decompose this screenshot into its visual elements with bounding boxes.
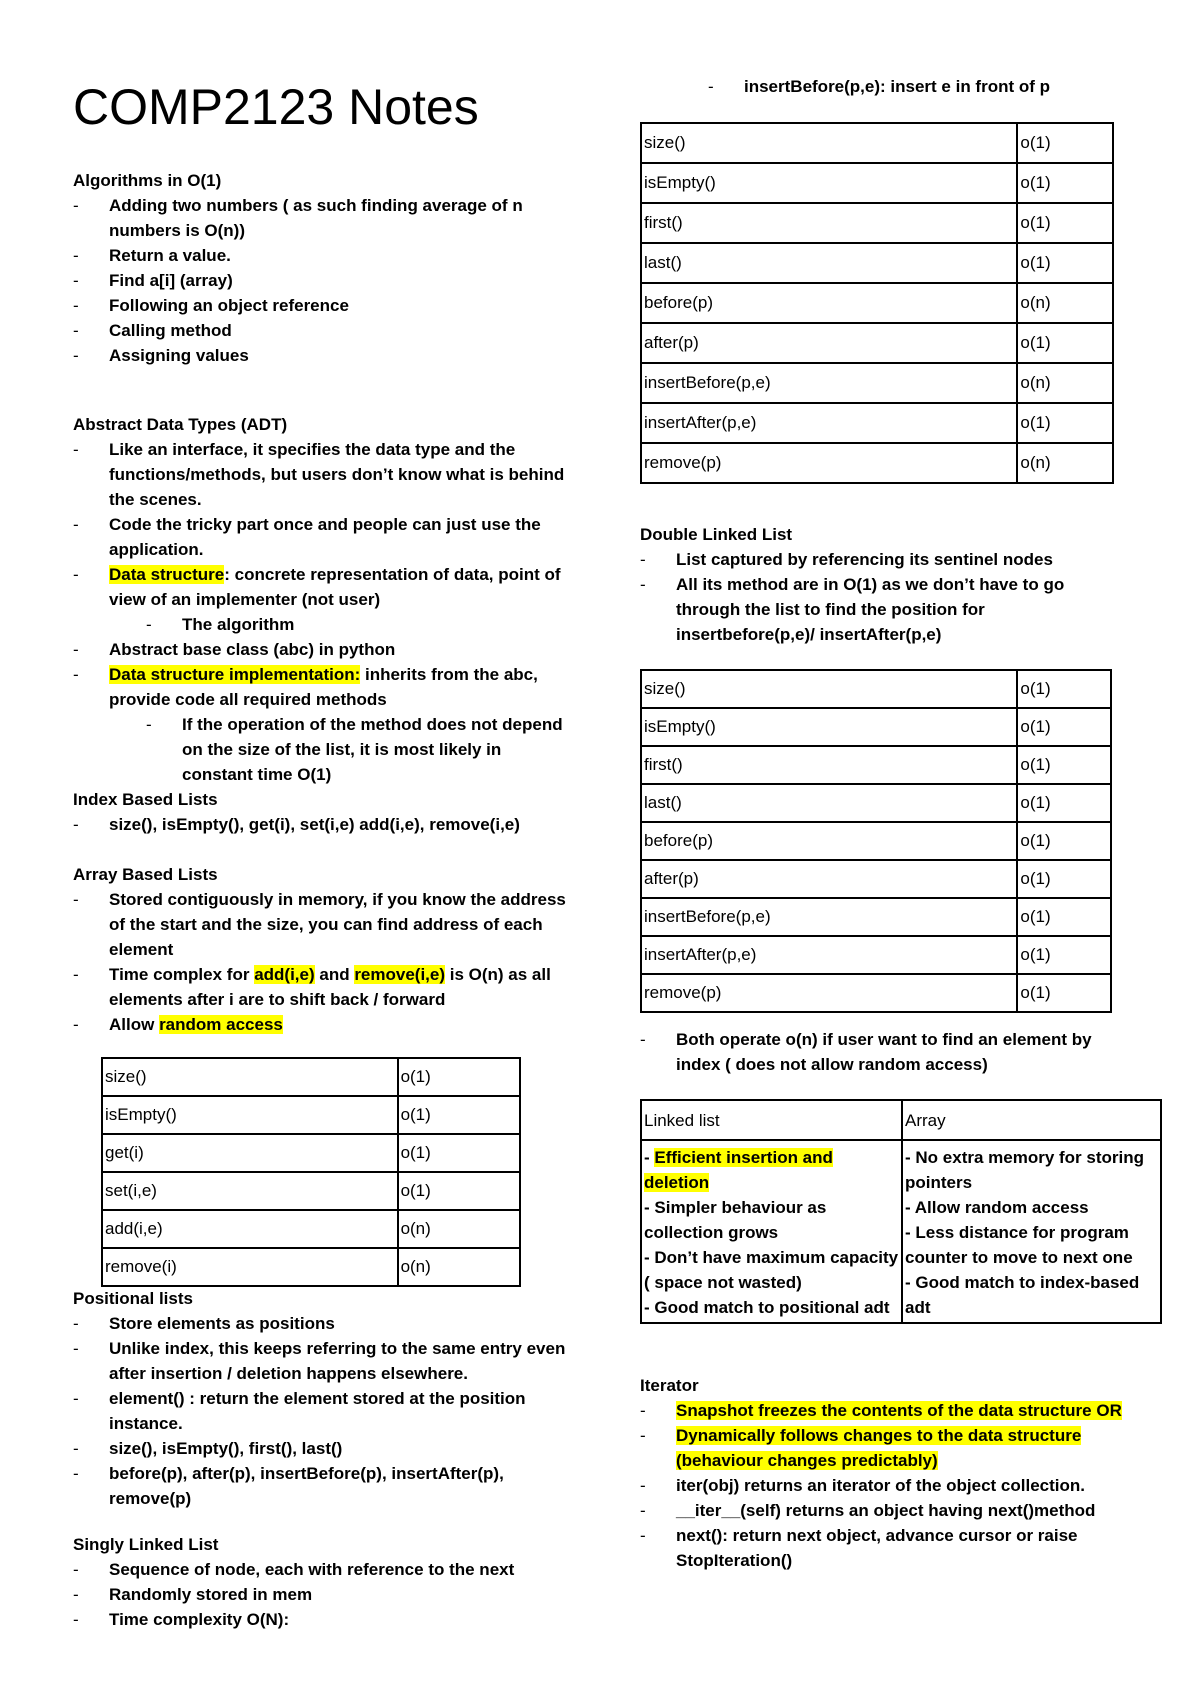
table-header-cell: Linked list — [641, 1100, 902, 1140]
cell-line: - Don’t have maximum capacity ( space not wasted) — [644, 1248, 899, 1292]
table-cell: o(1) — [1017, 936, 1111, 974]
table-cell: remove(p) — [641, 974, 1017, 1012]
table-cell: o(1) — [1017, 670, 1111, 708]
table-cell: remove(i) — [102, 1248, 398, 1286]
table-row — [641, 670, 1111, 708]
list-item: - Sequence of node, each with reference to the next — [73, 1557, 573, 1582]
table-row — [102, 1096, 520, 1134]
algorithms-list — [73, 193, 573, 368]
table-cell: size() — [641, 123, 1017, 163]
table-cell: o(1) — [1017, 860, 1111, 898]
list-item-sub: - The algorithm — [73, 612, 573, 637]
cell-line: - Good match to index-based adt — [905, 1273, 1140, 1317]
cell-line: - No extra memory for storing pointers — [905, 1148, 1145, 1192]
section-heading-array-lists: Array Based Lists — [73, 865, 218, 884]
list-item: - Calling method — [73, 318, 573, 343]
list-item-sub: - If the operation of the method does not depend on the size of the list, it is most likely in constant time O(1) — [73, 712, 573, 787]
table-row — [641, 443, 1113, 483]
table-cell: o(1) — [1017, 822, 1111, 860]
list-item — [73, 662, 573, 712]
table-row — [641, 974, 1111, 1012]
table-cell: insertAfter(p,e) — [641, 936, 1017, 974]
section-heading-index-lists: Index Based Lists — [73, 790, 218, 809]
highlight: Dynamically follows changes to the data structure (behaviour changes predictably) — [676, 1426, 1082, 1470]
table-cell: o(1) — [1017, 243, 1113, 283]
text: is O(n) as all elements after i are to shift back / forward — [109, 965, 551, 1009]
positional-list — [73, 1311, 573, 1511]
table-cell: add(i,e) — [102, 1210, 398, 1248]
table-cell — [902, 1140, 1161, 1323]
table-row — [641, 784, 1111, 822]
list-item: - Randomly stored in mem — [73, 1582, 573, 1607]
section-heading-iterator: Iterator — [640, 1376, 699, 1395]
double-linked-complexity-table — [640, 669, 1112, 1013]
table-cell — [641, 1140, 902, 1323]
list-item: - size(), isEmpty(), first(), last() — [73, 1436, 573, 1461]
table-cell: isEmpty() — [641, 163, 1017, 203]
list-item — [73, 962, 573, 1012]
list-item: - Return a value. — [73, 243, 573, 268]
table-cell: after(p) — [641, 323, 1017, 363]
table-row — [641, 203, 1113, 243]
highlight: Data structure — [109, 565, 225, 584]
text: : concrete representation of data, point of view of an implementer (not user) — [109, 565, 561, 609]
text: Allow — [109, 1015, 160, 1034]
table-cell: insertBefore(p,e) — [641, 363, 1017, 403]
table-row — [641, 860, 1111, 898]
table-header-cell: Array — [902, 1100, 1161, 1140]
table-cell: insertAfter(p,e) — [641, 403, 1017, 443]
cell-line: - Less distance for program counter to move to next one — [905, 1223, 1133, 1267]
table-cell: last() — [641, 243, 1017, 283]
cell-line: - Allow random access — [905, 1198, 1089, 1217]
highlight: Snapshot freezes the contents of the data structure OR — [676, 1401, 1122, 1420]
list-item: - size(), isEmpty(), get(i), set(i,e) add(i,e), remove(i,e) — [73, 812, 573, 837]
linked-list-vs-array-table — [640, 1099, 1162, 1324]
list-item: - Unlike index, this keeps referring to the same entry even after insertion / deletion happens elsewhere. — [73, 1336, 573, 1386]
list-item: - Find a[i] (array) — [73, 268, 573, 293]
highlight: random access — [159, 1015, 283, 1034]
list-item — [640, 1423, 1160, 1473]
table-cell: first() — [641, 203, 1017, 243]
table-cell: o(1) — [398, 1058, 520, 1096]
array-list — [73, 887, 573, 1037]
list-item: - next(): return next object, advance cursor or raise StopIteration() — [640, 1523, 1160, 1573]
list-item: - Stored contiguously in memory, if you know the address of the start and the size, you can find address of each element — [73, 887, 573, 962]
list-item: - before(p), after(p), insertBefore(p), insertAfter(p), remove(p) — [73, 1461, 573, 1511]
table-row — [641, 163, 1113, 203]
highlight: Data structure implementation: — [109, 665, 361, 684]
table-cell: o(1) — [1017, 123, 1113, 163]
table-cell: o(1) — [398, 1172, 520, 1210]
iterator-list — [640, 1398, 1160, 1573]
singly-linked-complexity-table — [640, 122, 1114, 484]
table-cell: o(n) — [1017, 363, 1113, 403]
table-row — [641, 1140, 1161, 1323]
table-cell: before(p) — [641, 822, 1017, 860]
highlight: remove(i,e) — [354, 965, 446, 984]
table-cell: o(1) — [1017, 746, 1111, 784]
table-cell: o(1) — [1017, 203, 1113, 243]
cell-line: - Simpler behaviour as collection grows — [644, 1198, 827, 1242]
table-cell: o(1) — [1017, 163, 1113, 203]
table-row — [102, 1172, 520, 1210]
table-row — [641, 1100, 1161, 1140]
table-cell: isEmpty() — [102, 1096, 398, 1134]
table-cell: o(1) — [398, 1096, 520, 1134]
list-item: - __iter__(self) returns an object having next()method — [640, 1498, 1160, 1523]
table-cell: before(p) — [641, 283, 1017, 323]
table-row — [641, 243, 1113, 283]
table-cell: o(1) — [1017, 974, 1111, 1012]
table-cell: insertBefore(p,e) — [641, 898, 1017, 936]
list-item: - insertBefore(p,e): insert e in front of p — [708, 74, 1138, 99]
table-cell: o(1) — [1017, 708, 1111, 746]
table-cell: o(1) — [398, 1134, 520, 1172]
section-heading-adt: Abstract Data Types (ADT) — [73, 415, 288, 434]
list-item: - Like an interface, it specifies the data type and the functions/methods, but users don’t know what is behind the scenes. — [73, 437, 573, 512]
table-cell: set(i,e) — [102, 1172, 398, 1210]
table-cell: o(1) — [1017, 323, 1113, 363]
table-row — [641, 323, 1113, 363]
table-row — [641, 936, 1111, 974]
list-item: - Adding two numbers ( as such finding average of n numbers is O(n)) — [73, 193, 573, 243]
table-cell: o(n) — [398, 1210, 520, 1248]
table-row — [102, 1210, 520, 1248]
adt-list — [73, 437, 573, 787]
table-cell: size() — [641, 670, 1017, 708]
double-linked-list — [640, 547, 1110, 647]
list-item — [73, 562, 573, 612]
table-cell: remove(p) — [641, 443, 1017, 483]
table-row — [102, 1134, 520, 1172]
table-cell: first() — [641, 746, 1017, 784]
list-item: - element() : return the element stored at the position instance. — [73, 1386, 573, 1436]
text: and — [314, 965, 355, 984]
list-item: - Following an object reference — [73, 293, 573, 318]
singly-linked-list — [73, 1557, 573, 1632]
section-heading-singly-linked-list: Singly Linked List — [73, 1535, 219, 1554]
table-cell: o(1) — [1017, 784, 1111, 822]
table-row — [641, 123, 1113, 163]
list-item — [73, 1012, 573, 1037]
text: inherits from the abc, provide code all required methods — [109, 665, 538, 709]
list-item: - iter(obj) returns an iterator of the object collection. — [640, 1473, 1160, 1498]
array-complexity-table — [101, 1057, 521, 1287]
table-cell: last() — [641, 784, 1017, 822]
table-cell: o(n) — [1017, 443, 1113, 483]
table-cell: o(n) — [398, 1248, 520, 1286]
section-heading-algorithms: Algorithms in O(1) — [73, 171, 222, 190]
list-item — [640, 1398, 1160, 1423]
cell-line: - Efficient insertion and deletion — [644, 1148, 833, 1192]
table-cell: o(1) — [1017, 403, 1113, 443]
list-item: - All its method are in O(1) as we don’t have to go through the list to find the position for insertbefore(p,e)/ insertAfter(p,e) — [640, 572, 1110, 647]
page-title: COMP2123 Notes — [73, 79, 479, 135]
highlight: add(i,e) — [254, 965, 315, 984]
table-cell: after(p) — [641, 860, 1017, 898]
index-list — [73, 812, 573, 837]
list-item: - Time complexity O(N): — [73, 1607, 573, 1632]
table-row — [641, 746, 1111, 784]
list-item: - Both operate o(n) if user want to find an element by index ( does not allow random access) — [640, 1027, 1110, 1077]
section-heading-double-linked-list: Double Linked List — [640, 525, 793, 544]
cell-line: - Good match to positional adt — [644, 1298, 890, 1317]
table-row — [102, 1058, 520, 1096]
list-item: - List captured by referencing its sentinel nodes — [640, 547, 1110, 572]
table-cell: size() — [102, 1058, 398, 1096]
highlight: Efficient insertion and deletion — [644, 1148, 833, 1192]
table-row — [641, 363, 1113, 403]
table-row — [102, 1248, 520, 1286]
table-row — [641, 898, 1111, 936]
table-row — [641, 403, 1113, 443]
table-cell: o(n) — [1017, 283, 1113, 323]
table-row — [641, 283, 1113, 323]
insert-before-list — [708, 74, 1138, 99]
both-operate-list — [640, 1027, 1110, 1077]
table-row — [641, 822, 1111, 860]
table-cell: isEmpty() — [641, 708, 1017, 746]
table-row — [641, 708, 1111, 746]
section-heading-positional-lists: Positional lists — [73, 1289, 193, 1308]
list-item: - Code the tricky part once and people can just use the application. — [73, 512, 573, 562]
list-item: - Store elements as positions — [73, 1311, 573, 1336]
list-item: - Assigning values — [73, 343, 573, 368]
table-cell: get(i) — [102, 1134, 398, 1172]
list-item: - Abstract base class (abc) in python — [73, 637, 573, 662]
table-cell: o(1) — [1017, 898, 1111, 936]
text: Time complex for — [109, 965, 255, 984]
